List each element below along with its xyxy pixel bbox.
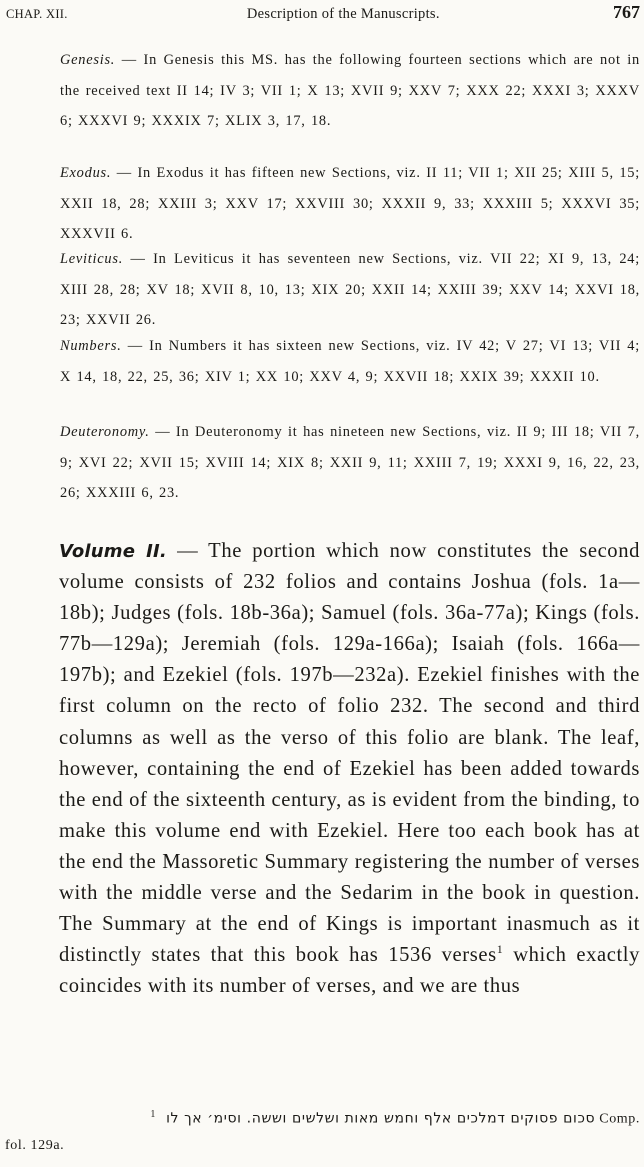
section-text-numbers: — In Numbers it has sixteen new Sections, viz. IV 42; V 27; VI 13; VII 4; X 14, 18, 22, 25, 36; XIV 1; XX 10; XXV 4, 9; XXVII 18; XXIX 39; XXXII 10. — [60, 338, 640, 385]
section-genesis — [5, 45, 640, 137]
page-number: 767 — [613, 2, 640, 22]
section-leviticus — [5, 244, 640, 336]
section-numbers — [5, 331, 640, 392]
footnote-marker: 1 — [150, 1109, 156, 1120]
section-text-leviticus: — In Leviticus it has seventeen new Sections, viz. VII 22; XI 9, 13, 24; XIII 28, 28; XV 18; XVII 8, 10, 13; XIX 20; XXII 14; XXIII 39; XXV 14; XXVI 18, 23; XXVII 26. — [60, 251, 640, 328]
volume-two-paragraph — [3, 536, 640, 1002]
running-header — [6, 2, 640, 24]
volume-text-continued: which exactly coincides with its number of verses, and we are thus — [59, 944, 641, 998]
book-name-exodus: Exodus. — [60, 165, 112, 181]
footnote-ref: fol. 129a. — [5, 1137, 65, 1153]
book-name-deuteronomy: Deuteronomy. — [60, 424, 150, 440]
book-name-numbers: Numbers. — [60, 338, 122, 354]
section-exodus — [5, 158, 640, 250]
volume-heading: Volume II. — [59, 541, 167, 562]
book-name-genesis: Genesis. — [60, 52, 116, 68]
section-text-exodus: — In Exodus it has fifteen new Sections, viz. II 11; VII 1; XII 25; XIII 5, 15; XXII 18, 28; XXIII 3; XXV 17; XXVIII 30; XXXII 9, 33; XXXIII 5; XXXVI 35; XXXVII 6. — [60, 165, 640, 242]
section-text-deuteronomy: — In Deuteronomy it has nineteen new Sections, viz. II 9; III 18; VII 7, 9; XVI 22; XVII 15; XVIII 14; XIX 8; XXII 9, 11; XXIII 7, 19; XXXI 9, 16, 22, 23, 26; XXXIII 6, 23. — [60, 424, 640, 501]
running-title: Description of the Manuscripts. — [246, 6, 440, 22]
section-deuteronomy — [5, 417, 640, 509]
volume-text: — The portion which now constitutes the second volume consists of 232 folios and contains Joshua (fols. 1a—18b); Judges (fols. 18b-36a); Samuel (fols. 36a-77a); Kings (fols. 77b—129a); Jeremiah (fols. 129a-166a); Isaiah (fols. 166a—197b); and Ezekiel (fols. 197b—232a). Ezekiel finishes with the first column on the recto of folio 232. The second and third columns as well as the verso of this folio are blank. The leaf, however, containing the end of Ezekiel has been added towards the end of the sixteenth century, as is evident from the binding, to make this volume end with Ezekiel. Here too each book has at the end the Massoretic Summary registering the number of verses with the middle verse and the Sedarim in the book in question. The Summary at the end of Kings is important inasmuch as it distinctly states that this book has 1536 verses — [59, 540, 640, 967]
book-name-leviticus: Leviticus. — [60, 251, 124, 267]
section-text-genesis: — In Genesis this MS. has the following fourteen sections which are not in the received text II 14; IV 3; VII 1; X 13; XVII 9; XXV 7; XXX 22; XXXI 3; XXXV 6; XXXVI 9; XXXIX 7; XLIX 3, 17, 18. — [60, 52, 640, 129]
footnote-comp: Comp. — [599, 1111, 640, 1127]
chapter-label: CHAP. XII. — [6, 7, 68, 21]
footnote — [5, 1102, 640, 1159]
footnote-reference[interactable]: 1 — [496, 942, 504, 957]
footnote-hebrew-text: סכום פסוקים דמלכים אלף וחמש מאות ושלשים וששה. וסימ׳ אך לו — [166, 1110, 596, 1127]
